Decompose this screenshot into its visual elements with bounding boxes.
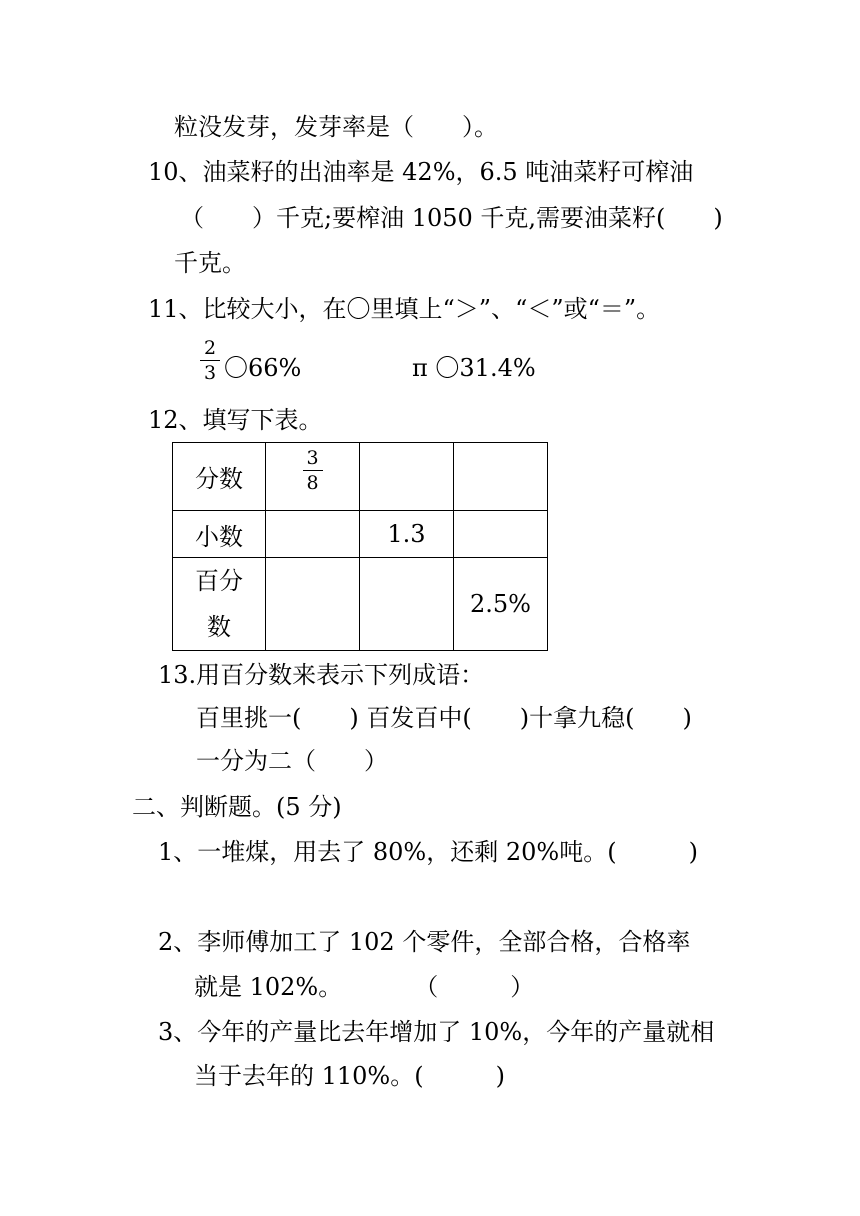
table-cell-empty — [454, 511, 548, 558]
fraction-numerator: 2 — [203, 337, 217, 359]
table-cell-decimal: 1.3 — [360, 511, 454, 558]
compare-66-percent: 〇66% — [224, 354, 302, 382]
fraction-numerator: 3 — [306, 447, 319, 469]
table-cell-empty — [266, 511, 360, 558]
fraction-denominator: 3 — [203, 362, 217, 384]
judge-question-3: 3、今年的产量比去年增加了 10%，今年的产量就相 — [158, 1018, 715, 1046]
fraction-bar — [200, 360, 220, 361]
text-line-1: 粒没发芽，发芽率是（ ）。 — [174, 113, 498, 141]
judge-question-2: 2、李师傅加工了 102 个零件，全部合格，合格率 — [158, 928, 691, 956]
table-cell-fraction — [266, 443, 360, 511]
question-11: 11、比较大小，在〇里填上“＞”、“＜”或“＝”。 — [148, 295, 661, 323]
table-cell-empty — [454, 443, 548, 511]
compare-pi: π 〇31.4% — [412, 354, 536, 382]
table-row — [173, 511, 548, 558]
table-cell-empty — [266, 558, 360, 651]
table-row — [173, 558, 548, 651]
section-2-heading: 二、判断题。(5 分) — [132, 793, 342, 821]
idioms-line-2: 一分为二（ ） — [196, 747, 388, 775]
fraction-three-eighths — [303, 448, 323, 493]
table-cell-label: 小数 — [173, 511, 266, 558]
label-line: 数 — [207, 613, 231, 641]
question-10: 10、油菜籽的出油率是 42%，6.5 吨油菜籽可榨油 — [148, 158, 694, 186]
question-13: 13.用百分数来表示下列成语： — [158, 661, 485, 689]
conversion-table — [172, 442, 548, 651]
fraction-denominator: 8 — [306, 472, 319, 494]
table-cell-percent: 2.5% — [454, 558, 548, 651]
question-12: 12、填写下表。 — [148, 406, 323, 434]
label-line: 百分 — [195, 567, 243, 595]
judge-question-1: 1、一堆煤，用去了 80%，还剩 20%吨。( ) — [158, 838, 698, 866]
fraction-bar — [303, 470, 323, 471]
judge-question-3-line-2: 当于去年的 110%。( ) — [194, 1062, 505, 1090]
fraction-two-thirds — [200, 338, 220, 383]
table-cell-label — [173, 558, 266, 651]
question-10-line-2: （ ）千克;要榨油 1050 千克,需要油菜籽( ) — [180, 204, 723, 232]
table-cell-empty — [360, 558, 454, 651]
question-10-line-3: 千克。 — [174, 249, 246, 277]
idioms-line-1: 百里挑一( ) 百发百中( )十拿九稳( ) — [196, 704, 692, 732]
table-cell-empty — [360, 443, 454, 511]
table-row — [173, 443, 548, 511]
judge-question-2-line-2: 就是 102%。 （ ） — [194, 973, 535, 1001]
table-cell-label: 分数 — [173, 443, 266, 511]
